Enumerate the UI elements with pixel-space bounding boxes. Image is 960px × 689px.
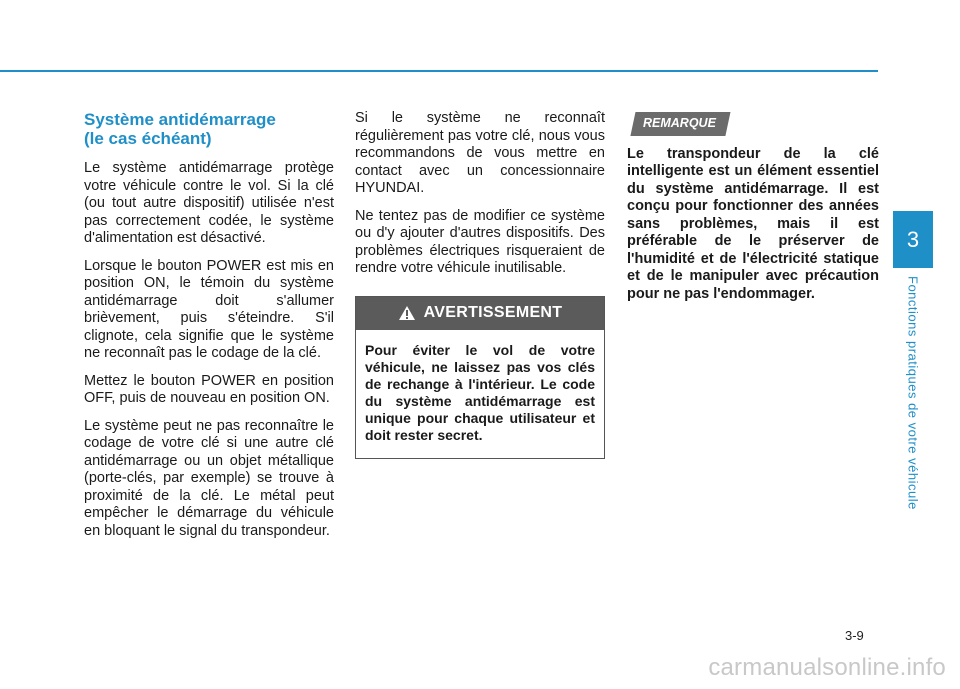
chapter-tab [893, 211, 933, 268]
column-1 [84, 110, 334, 550]
paragraph: Le système antidémarrage protège votre véhicule contre le vol. Si la clé (ou tout autre dispositif) utilisée n'est pas correctement codée, le système d'alimentation est désactivé. [84, 160, 334, 246]
paragraph: Ne tentez pas de modifier ce système ou d'y ajouter d'autres dispositifs. Des problèmes électriques risqueraient de rendre votre véhicule inutilisable. [355, 207, 605, 276]
section-title [84, 110, 334, 148]
paragraph: Lorsque le bouton POWER est mis en position ON, le témoin du système antidémarrage doit s'allumer brièvement, puis s'éteindre. S'il clignote, cela signifie que le système ne reconnaît pas le codage de la clé. [84, 257, 334, 361]
warning-box [355, 296, 605, 459]
warning-text: Pour éviter le vol de votre véhicule, ne laissez pas vos clés de rechange à l'intérieur. Le code du système antidémarrage est unique pour chaque utilisateur et doit rester secret. [365, 341, 595, 443]
paragraph: Si le système ne reconnaît régulièrement pas votre clé, nous vous recommandons de vous mettre en contact avec un concessionnaire HYUNDAI. [355, 110, 605, 196]
chapter-title-vertical [893, 276, 933, 510]
paragraph: Le système peut ne pas reconnaître le codage de votre clé si une autre clé antidémarrage ou un objet métallique (porte-clés, par exemple) se trouve à proximité de la clé. Le métal peut empêcher le démarrage du véhicule en bloquant le signal du transpondeur. [84, 417, 334, 539]
chapter-number: 3 [906, 226, 920, 252]
section-title-line2: (le cas échéant) [84, 129, 212, 148]
top-rule [0, 70, 878, 72]
warning-label: AVERTISSEMENT [423, 304, 563, 322]
note-badge [631, 112, 731, 136]
section-title-line1: Système antidémarrage [84, 110, 276, 129]
column-3 [627, 110, 879, 313]
paragraph: Mettez le bouton POWER en position OFF, puis de nouveau en position ON. [84, 372, 334, 406]
column-2 [355, 110, 605, 459]
warning-header [356, 297, 604, 330]
warning-triangle-icon [398, 305, 416, 321]
note-label: REMARQUE [643, 116, 716, 130]
page-number: 3-9 [845, 628, 864, 643]
note-text: Le transpondeur de la clé intelligente est un élément essentiel du système antidémarrage. Il est conçu pour fonctionner des années sans problèmes, mais il est préférable de le préserver de l'humidité et de l'électricité statique et de le manipuler avec précaution pour ne pas l'endommager. [627, 145, 879, 302]
watermark: carmanualsonline.info [708, 654, 946, 681]
chapter-title: Fonctions pratiques de votre véhicule [905, 276, 921, 510]
